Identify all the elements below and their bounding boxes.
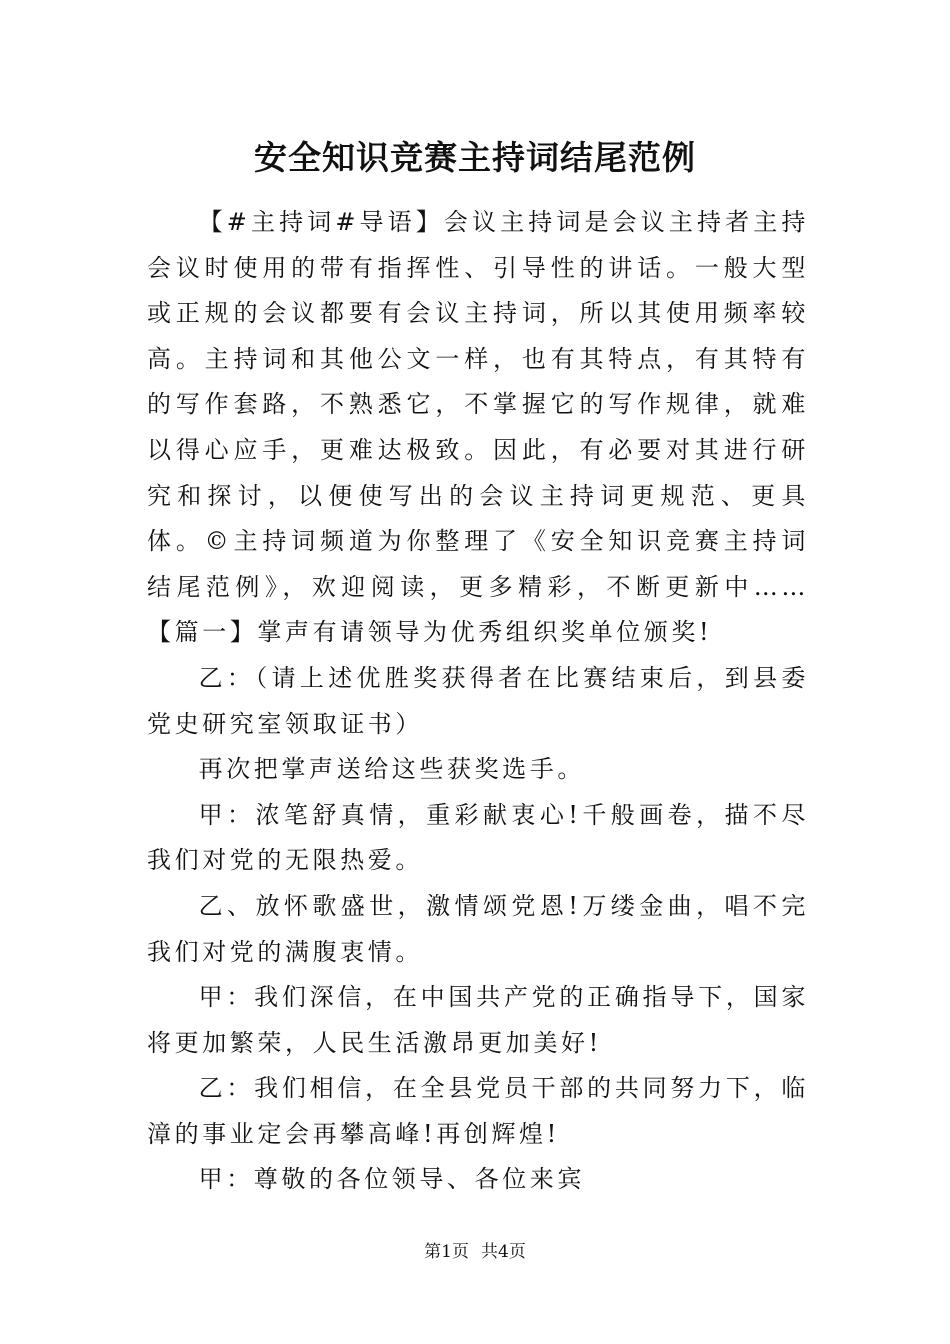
page-number: 第1页 [424,1242,469,1262]
document-title: 安全知识竞赛主持词结尾范例 [254,138,696,177]
paragraph: 乙：我们相信，在全县党员干部的共同努力下，临漳的事业定会再攀高峰!再创辉煌! [147,1074,809,1148]
page-footer [0,1240,950,1264]
paragraph-intro: 【#主持词#导语】会议主持词是会议主持者主持会议时使用的带有指挥性、引导性的讲话。一般大型或正规的会议都要有会议主持词，所以其使用频率较高。主持词和其他公文一样，也有其特点，有其特有的写作套路，不熟悉它，不掌握它的写作规律，就难以得心应手，更难达极致。因此，有必要对其进行研究和探讨，以便使写出的会议主持词更规范、更具体。©主持词频道为你整理了《安全知识竞赛主持词结尾范例》，欢迎阅读，更多精彩，不断更新中……【篇一】掌声有请领导为优秀组织奖单位颁奖! [147,208,809,647]
paragraph: 乙、放怀歌盛世，激情颂党恩!万缕金曲，唱不完我们对党的满腹衷情。 [147,891,809,966]
paragraph: 甲：我们深信，在中国共产党的正确指导下，国家将更加繁荣，人民生活激昂更加美好! [147,983,809,1057]
paragraph: 甲：浓笔舒真情，重彩献衷心!千般画卷，描不尽我们对党的无限热爱。 [147,800,809,875]
document-body [147,200,809,1203]
page-total: 共4页 [481,1242,526,1262]
paragraph: 乙：（请上述优胜奖获得者在比赛结束后，到县委党史研究室领取证书） [147,663,809,738]
paragraph: 再次把掌声送给这些获奖选手。 [198,755,585,784]
paragraph: 甲：尊敬的各位领导、各位来宾 [198,1165,585,1194]
